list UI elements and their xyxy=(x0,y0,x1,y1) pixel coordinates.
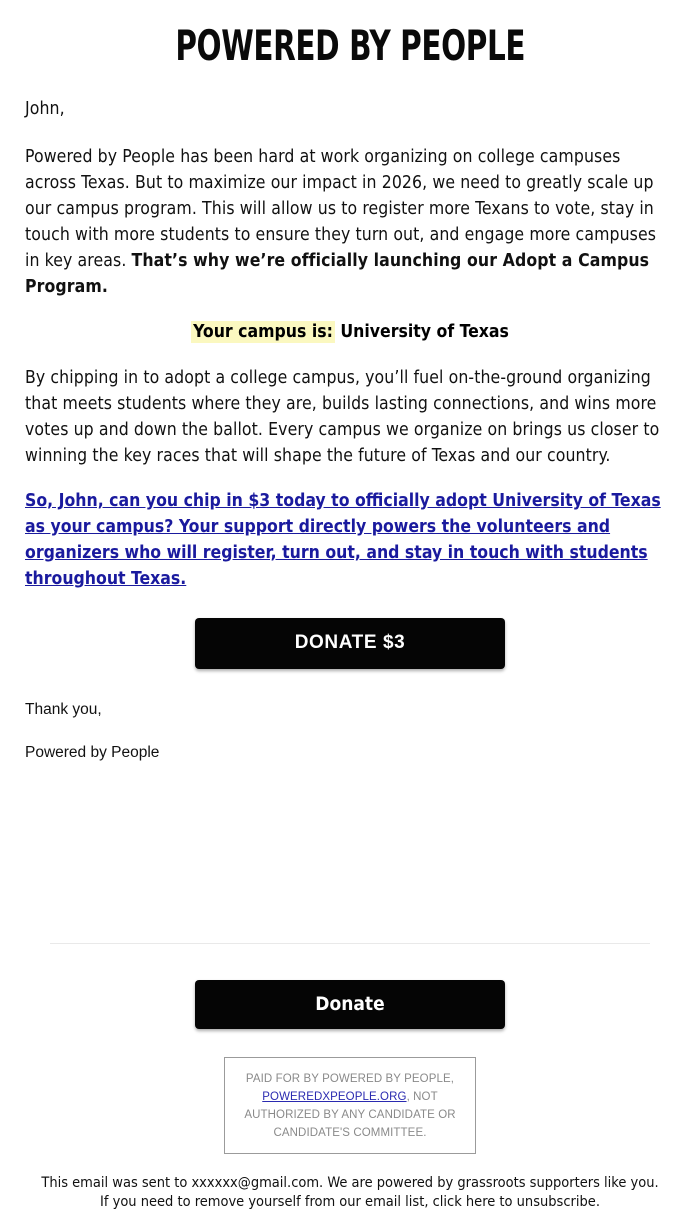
donate-3-button[interactable]: DONATE $3 xyxy=(195,618,505,669)
campus-label-highlighted: Your campus is: xyxy=(193,322,333,342)
paragraph-intro xyxy=(25,144,675,300)
paid-for-by-box xyxy=(224,1057,476,1154)
poweredxpeople-link[interactable]: POWEREDXPEOPLE.ORG xyxy=(262,1091,407,1103)
footer-donate-button[interactable]: Donate xyxy=(195,980,505,1029)
campus-assignment-line xyxy=(25,319,675,345)
disclaimer-text-tail: , NOT AUTHORIZED BY ANY CANDIDATE OR CANDIDATE'S COMMITTEE. xyxy=(244,1091,456,1139)
brand-logo-text: POWERED BY PEOPLE xyxy=(175,21,525,70)
paragraph-intro-bold: That’s why we’re officially launching our Adopt a Campus Program. xyxy=(25,251,650,297)
salutation: John, xyxy=(25,99,65,119)
unsubscribe-note: This email was sent to xxxxxx@gmail.com. We are powered by grassroots supporters like you. If you need to remove yourself from our email list, click here to unsubscribe. xyxy=(41,1175,659,1210)
disclaimer-text xyxy=(244,1073,455,1139)
email-content xyxy=(0,96,700,764)
signature-line: Powered by People xyxy=(25,744,160,761)
primary-donate-row xyxy=(25,612,675,679)
disclaimer-text-lead: PAID FOR BY POWERED BY PEOPLE, xyxy=(245,1073,455,1085)
email-header xyxy=(0,0,700,76)
campus-name: University of Texas xyxy=(340,322,509,342)
content-spacer xyxy=(0,785,700,943)
footer-donate-row xyxy=(0,974,700,1039)
closing-line: Thank you, xyxy=(25,701,102,718)
cta-text-link[interactable]: So, John, can you chip in $3 today to officially adopt University of Texas as your campus? Your support directly powers the volunteers and organizers who will register, turn out, and stay in touch with students throughout Texas. xyxy=(25,491,661,589)
paragraph-pitch: By chipping in to adopt a college campus, you’ll fuel on-the-ground organizing that meets students where they are, builds lasting connections, and wins more votes up and down the ballot. Every campus we organize on brings us closer to winning the key races that will shape the future of Texas and our country. xyxy=(25,368,660,466)
disclaimer-row xyxy=(0,1039,700,1154)
footer-button-spacer xyxy=(0,944,700,974)
paragraph-intro-text: Powered by People has been hard at work organizing on college campuses across Texas. But to maximize our impact in 2026, we need to greatly scale up our campus program. This will allow us to register more Texans to vote, stay in touch with more students to ensure they turn out, and engage more campuses in key areas. xyxy=(25,147,657,271)
